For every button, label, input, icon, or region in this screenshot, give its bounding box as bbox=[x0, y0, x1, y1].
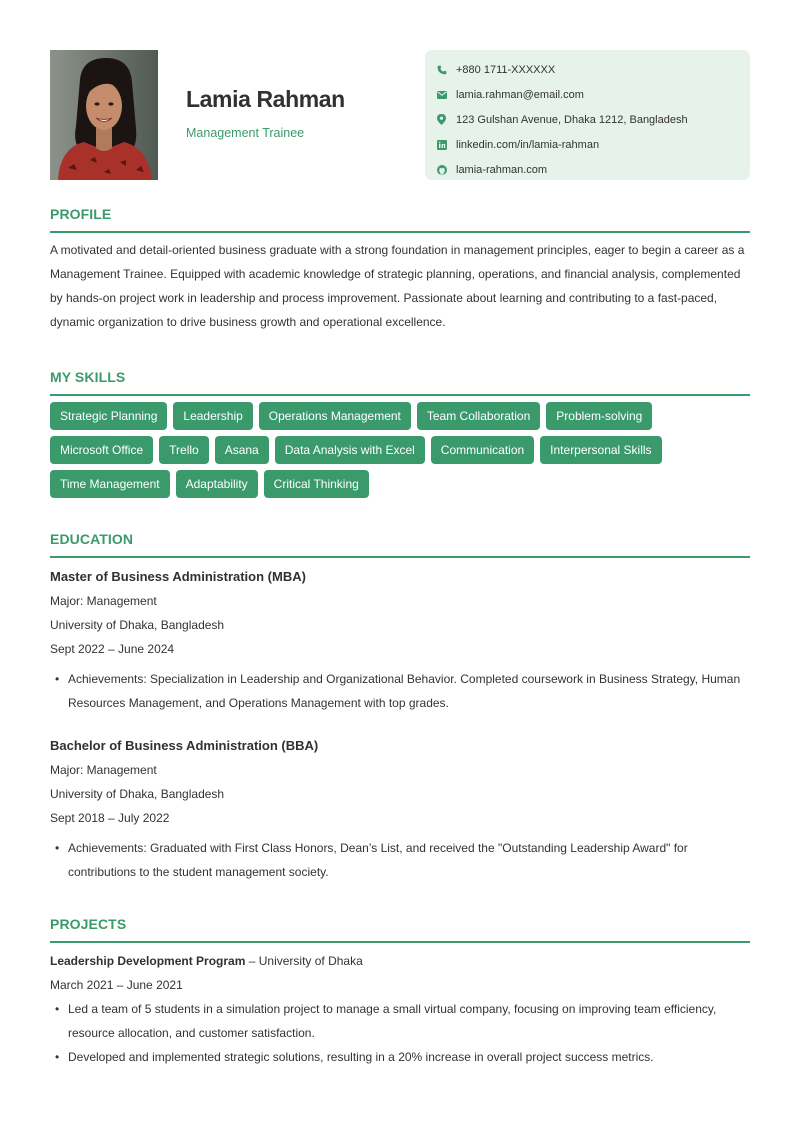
degree-dates: Sept 2018 – July 2022 bbox=[50, 811, 170, 825]
contact-phone-text[interactable]: +880 1711-XXXXXX bbox=[456, 63, 556, 76]
skill-tag: Time Management bbox=[50, 470, 170, 498]
candidate-name: Lamia Rahman bbox=[186, 86, 345, 112]
project-bullet: • Developed and implemented strategic solutions, resulting in a 20% increase in overall project success metrics. bbox=[50, 1045, 750, 1069]
profile-heading: PROFILE bbox=[50, 206, 112, 222]
skill-tag: Interpersonal Skills bbox=[540, 436, 661, 464]
degree-major: Major: Management bbox=[50, 594, 157, 608]
skill-tag: Asana bbox=[215, 436, 269, 464]
projects-section bbox=[50, 916, 750, 1069]
project-entry bbox=[50, 949, 750, 1069]
achievement-item: • Achievements: Specialization in Leadership and Organizational Behavior. Completed coursework in Business Strategy, Human Resources Management, and Operations Management with top grades. bbox=[50, 667, 750, 715]
job-title: Management Trainee bbox=[186, 126, 305, 140]
skill-tag: Strategic Planning bbox=[50, 402, 167, 430]
github-icon bbox=[436, 164, 447, 175]
education-entry bbox=[50, 734, 750, 884]
contact-website bbox=[436, 157, 750, 182]
degree-school: University of Dhaka, Bangladesh bbox=[50, 787, 225, 801]
skill-tag: Trello bbox=[159, 436, 209, 464]
skill-tag: Problem-solving bbox=[546, 402, 652, 430]
education-heading: EDUCATION bbox=[50, 531, 134, 547]
skill-tag: Team Collaboration bbox=[417, 402, 540, 430]
skill-tag: Communication bbox=[431, 436, 534, 464]
contact-phone bbox=[436, 57, 750, 82]
phone-icon bbox=[436, 64, 447, 75]
skills-list bbox=[50, 402, 750, 498]
contact-linkedin bbox=[436, 132, 750, 157]
skill-tag: Critical Thinking bbox=[264, 470, 369, 498]
contact-box bbox=[425, 50, 750, 180]
email-icon bbox=[436, 89, 447, 100]
project-org: – University of Dhaka bbox=[245, 954, 363, 968]
education-section bbox=[50, 531, 750, 884]
projects-heading: PROJECTS bbox=[50, 916, 127, 932]
degree-dates: Sept 2022 – June 2024 bbox=[50, 642, 175, 656]
profile-section bbox=[50, 206, 750, 334]
skills-heading: MY SKILLS bbox=[50, 369, 126, 385]
portrait-image bbox=[50, 50, 158, 180]
skill-tag: Leadership bbox=[173, 402, 252, 430]
section-divider bbox=[50, 394, 750, 396]
profile-photo bbox=[50, 50, 158, 180]
skill-tag: Data Analysis with Excel bbox=[275, 436, 425, 464]
project-header bbox=[50, 949, 750, 973]
skill-tag: Adaptability bbox=[176, 470, 258, 498]
contact-email bbox=[436, 82, 750, 107]
project-name: Leadership Development Program bbox=[50, 954, 246, 968]
linkedin-icon bbox=[436, 139, 447, 150]
profile-summary: A motivated and detail-oriented business graduate with a strong foundation in management principles, eager to begin a career as a Management Trainee. Equipped with academic knowledge of strategic planning, operations, and financial analysis, complemented by hands-on project work in leadership and process improvement. Passionate about learning and contributing to a fast-paced, dynamic organization to drive business growth and operational excellence. bbox=[50, 243, 745, 329]
resume-header bbox=[50, 50, 750, 180]
degree-major: Major: Management bbox=[50, 763, 157, 777]
skill-tag: Microsoft Office bbox=[50, 436, 153, 464]
contact-linkedin-text[interactable]: linkedin.com/in/lamia-rahman bbox=[456, 138, 600, 151]
contact-website-text[interactable]: lamia-rahman.com bbox=[456, 163, 548, 176]
section-divider bbox=[50, 556, 750, 558]
contact-address-text: 123 Gulshan Avenue, Dhaka 1212, Bangladesh bbox=[456, 113, 688, 126]
location-icon bbox=[436, 114, 447, 125]
project-bullets bbox=[50, 997, 750, 1069]
education-entry bbox=[50, 565, 750, 715]
project-dates: March 2021 – June 2021 bbox=[50, 978, 183, 992]
achievement-list bbox=[50, 667, 750, 715]
section-divider bbox=[50, 941, 750, 943]
achievement-item: • Achievements: Graduated with First Class Honors, Dean’s List, and received the "Outstanding Leadership Award" for contributions to the student management society. bbox=[50, 836, 750, 884]
contact-address bbox=[436, 107, 750, 132]
section-divider bbox=[50, 231, 750, 233]
contact-email-text[interactable]: lamia.rahman@email.com bbox=[456, 88, 584, 101]
degree-title: Bachelor of Business Administration (BBA) bbox=[50, 738, 319, 753]
project-bullet: • Led a team of 5 students in a simulation project to manage a small virtual company, focusing on improving team efficiency, resource allocation, and customer satisfaction. bbox=[50, 997, 750, 1045]
degree-title: Master of Business Administration (MBA) bbox=[50, 569, 306, 584]
skills-section bbox=[50, 369, 750, 498]
achievement-list bbox=[50, 836, 750, 884]
degree-school: University of Dhaka, Bangladesh bbox=[50, 618, 225, 632]
skill-tag: Operations Management bbox=[259, 402, 411, 430]
